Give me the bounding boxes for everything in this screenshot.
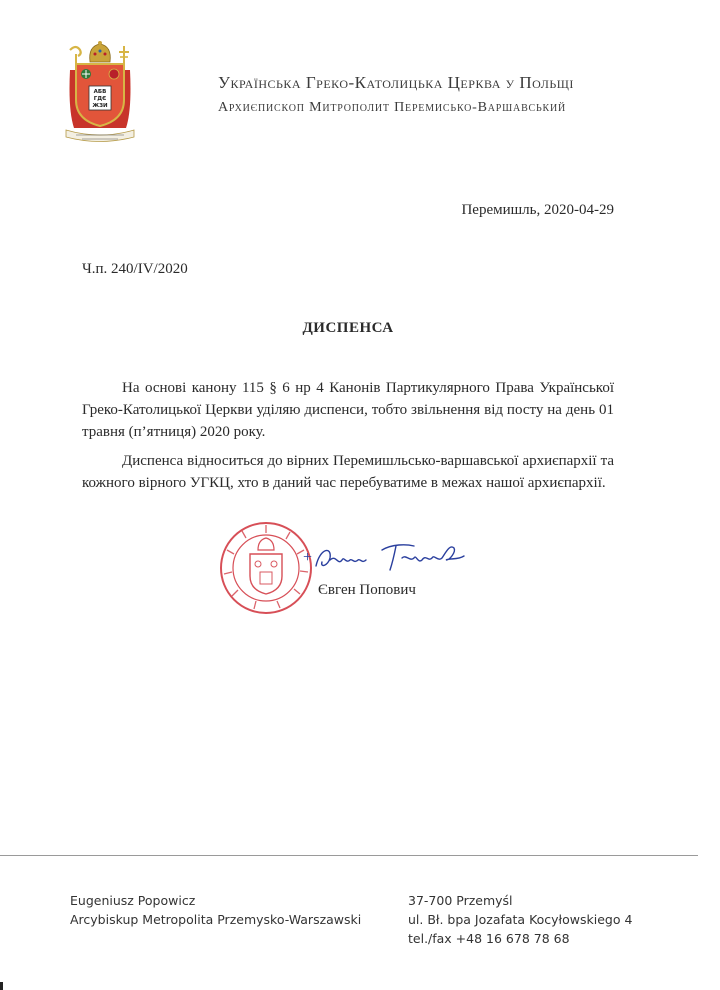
body-paragraph-2: Диспенса відноситься до вірних Перемишльсько-варшавської архиєпархії та кожного вірного УГКЦ, хто в даний час перебуватиме в межах нашої архиєпархії. [82, 453, 614, 491]
organization-name: Українська Греко-Католицька Церква у Польщі [218, 73, 574, 92]
footer-divider [0, 855, 698, 856]
signature-cross: + [303, 549, 313, 566]
svg-text:ЖЗИ: ЖЗИ [92, 103, 108, 109]
footer-postal-code: 37-700 Przemyśl [408, 893, 513, 908]
organization-subtitle: Архиєпископ Митрополит Перемисько-Варшавський [218, 100, 567, 115]
footer-sender-name: Eugeniusz Popowicz [70, 893, 196, 908]
scan-mark [0, 982, 3, 990]
handwritten-signature [310, 536, 470, 580]
footer-street: ul. Bł. bpa Jozafata Kocyłowskiego 4 [408, 912, 633, 927]
coat-of-arms-icon [64, 40, 136, 144]
footer-address-block [408, 891, 632, 948]
footer-sender-title: Arcybiskup Metropolita Przemysko-Warszawski [70, 912, 362, 927]
date-line: Перемишль, 2020-04-29 [461, 202, 614, 218]
body-paragraph-1: На основі канону 115 § 6 нр 4 Канонів Партикулярного Права Української Греко-Католицької Церкви уділяю диспенси, тобто звільнення від посту на день 01 травня (п’ятниця) 2020 року. [82, 380, 614, 440]
footer-phone: tel./fax +48 16 678 78 68 [408, 931, 570, 946]
document-title: ДИСПЕНСА [302, 320, 394, 336]
footer-left-block [70, 891, 361, 929]
svg-text:АБВ: АБВ [93, 89, 107, 95]
official-seal-stamp [218, 520, 314, 616]
signer-name: Євген Попович [318, 582, 416, 598]
reference-number: Ч.п. 240/IV/2020 [82, 261, 188, 277]
svg-text:ГДЄ: ГДЄ [93, 96, 107, 102]
